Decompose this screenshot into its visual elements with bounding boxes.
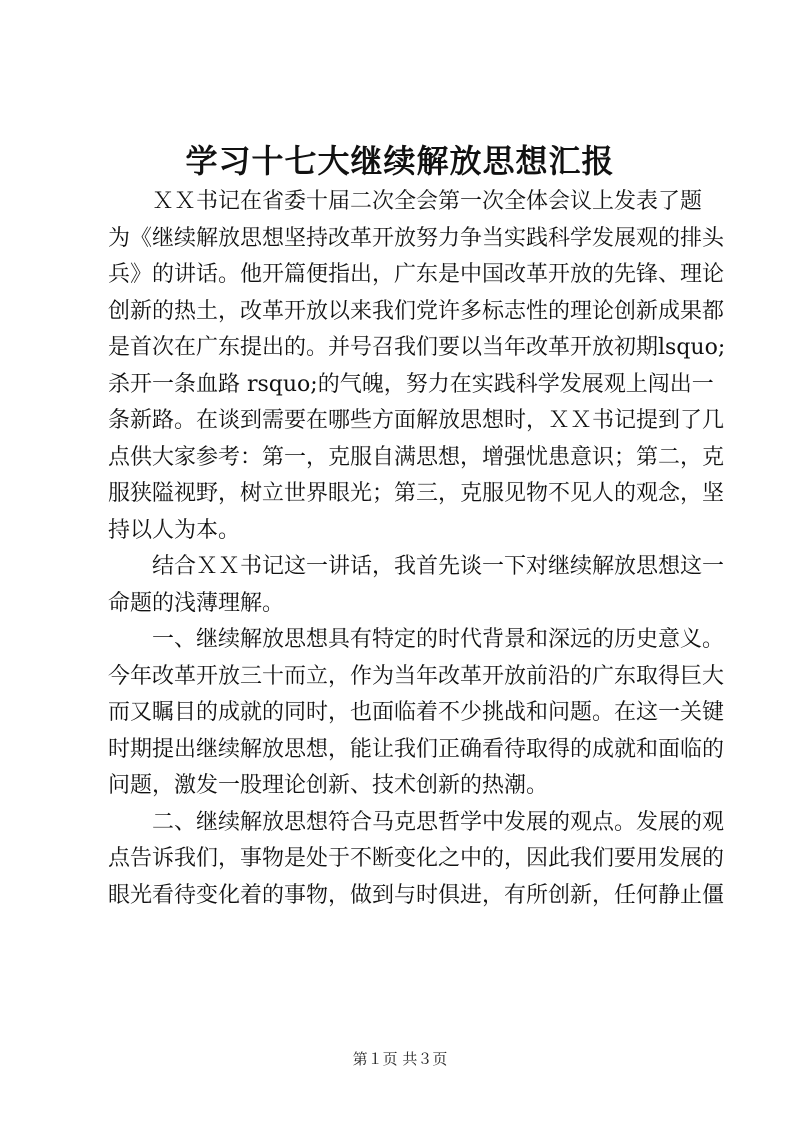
- paragraph-line: 条新路。在谈到需要在哪些方面解放思想时，ＸＸ书记提到了几: [108, 408, 725, 433]
- paragraph-4: [108, 805, 725, 915]
- document-title: 学习十七大继续解放思想汇报: [185, 142, 615, 180]
- paragraph-line: 眼光看待变化着的事物，做到与时俱进，有所创新，任何静止僵: [108, 882, 725, 908]
- paragraph-line: 而又瞩目的成就的同时，也面临着不少挑战和问题。在这一关键: [108, 700, 725, 725]
- paragraph-line: 点供大家参考：第一，克服自满思想，增强忧患意识；第二，克: [108, 444, 725, 470]
- paragraph-line: 二、继续解放思想符合马克思哲学中发展的观点。发展的观: [108, 809, 725, 835]
- paragraph-1: [108, 184, 726, 549]
- paragraph-line: 为《继续解放思想坚持改革开放努力争当实践科学发展观的排头: [108, 225, 725, 251]
- paragraph-line: 一、继续解放思想具有特定的时代背景和深远的历史意义。: [108, 627, 725, 652]
- page-footer: 第１页 共３页: [352, 1050, 448, 1068]
- paragraph-2: [108, 549, 725, 622]
- paragraph-line: 持以人为本。: [108, 517, 241, 543]
- paragraph-line: 服狭隘视野，树立世界眼光；第三，克服见物不见人的观念，坚: [108, 481, 725, 506]
- paragraph-line: 是首次在广东提出的。并号召我们要以当年改革开放初期lsquo;: [108, 335, 726, 360]
- paragraph-line: 问题，激发一股理论创新、技术创新的热潮。: [108, 773, 549, 798]
- document-body: [108, 184, 726, 914]
- paragraph-3: [108, 622, 725, 805]
- paragraph-line: 时期提出继续解放思想，能让我们正确看待取得的成就和面临的: [108, 736, 725, 762]
- paragraph-line: 今年改革开放三十而立，作为当年改革开放前沿的广东取得巨大: [108, 663, 725, 689]
- paragraph-line: 杀开一条血路 rsquo;的气魄，努力在实践科学发展观上闯出一: [108, 371, 714, 397]
- paragraph-line: 创新的热土，改革开放以来我们党许多标志性的理论创新成果都: [108, 298, 725, 324]
- paragraph-line: 结合ＸＸ书记这一讲话，我首先谈一下对继续解放思想这一: [108, 554, 725, 579]
- paragraph-line: 兵》的讲话。他开篇便指出，广东是中国改革开放的先锋、理论: [108, 262, 725, 287]
- paragraph-line: 命题的浅薄理解。: [108, 590, 285, 616]
- paragraph-line: 点告诉我们，事物是处于不断变化之中的，因此我们要用发展的: [108, 846, 725, 871]
- paragraph-line: ＸＸ书记在省委十届二次全会第一次全体会议上发表了题: [108, 189, 703, 214]
